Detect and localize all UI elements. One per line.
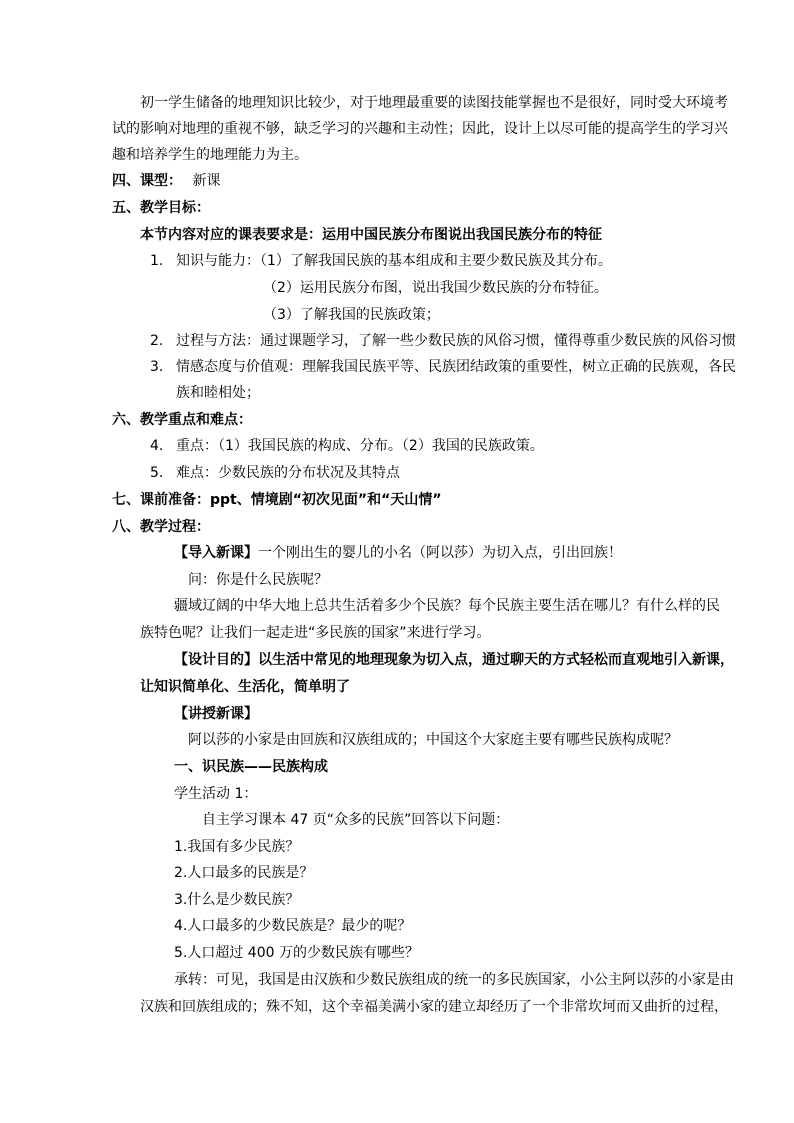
intro-para-line-2: 族特色呢？让我们一起走进“多民族的国家”来进行学习。 [140, 625, 491, 641]
import-line [174, 544, 622, 562]
lecture-label: 【讲授新课】 [174, 706, 258, 722]
goal-1-text: （1）了解我国民族的基本组成和主要少数民族及其分布。 [260, 253, 612, 269]
intro-line-3: 趣和培养学生的地理能力为主。 [112, 147, 308, 163]
goal-1-sub-2: （2）运用民族分布图，说出我国少数民族的分布特征。 [263, 280, 608, 296]
question-item: 2.人口最多的民族是？ [174, 865, 314, 881]
transition-line-2: 汉族和回族组成的；殊不知，这个幸福美满小家的建立却经历了一个非常坎坷而又曲折的过程， [140, 999, 728, 1015]
section-4-value: 新课 [192, 173, 221, 189]
goal-3-continuation: 族和睦相处； [176, 385, 260, 401]
key-point-text: 重点：（1）我国民族的构成、分布。（2）我国的民族政策。 [176, 438, 544, 454]
design-purpose-line-1: 【设计目的】以生活中常见的地理现象为切入点，通过聊天的方式轻松而直观地引入新课， [174, 652, 734, 668]
section-5-heading: 五、教学目标： [112, 200, 210, 216]
difficulty-text: 难点：少数民族的分布状况及其特点 [176, 465, 400, 481]
curriculum-standard: 本节内容对应的课表要求是：运用中国民族分布图说出我国民族分布的特征 [140, 227, 602, 243]
transition-line-1: 承转：可见，我国是由汉族和少数民族组成的统一的多民族国家，小公主阿以莎的小家是由 [174, 972, 734, 988]
goal-1-sub-3: （3）了解我国的民族政策； [263, 307, 440, 323]
section-6-heading: 六、教学重点和难点： [112, 412, 252, 428]
self-study-task: 自主学习课本 47 页“众多的民族”回答以下问题： [202, 812, 510, 828]
import-label: 【导入新课】 [174, 545, 258, 561]
difficulty-line [150, 464, 400, 482]
question-item: 5.人口超过 400 万的少数民族有哪些？ [174, 945, 419, 961]
goal-1-line [150, 252, 612, 270]
question-item: 4.人口最多的少数民族是？最少的呢？ [174, 918, 412, 934]
goal-3-number: 3. [150, 359, 164, 375]
section-8-heading: 八、教学过程： [112, 519, 210, 535]
import-text: 一个刚出生的婴儿的小名（阿以莎）为切入点，引出回族！ [258, 545, 622, 561]
design-purpose-line-2: 让知识简单化、生活化，简单明了 [140, 679, 350, 695]
goal-1-label: 知识与能力： [176, 253, 260, 269]
key-point-line [150, 437, 544, 455]
lecture-text: 阿以莎的小家是由回族和汉族组成的；中国这个大家庭主要有哪些民族构成呢？ [188, 732, 678, 748]
section-4-line [112, 172, 220, 190]
goal-3-line [150, 358, 736, 376]
sub-heading-ethnic-composition: 一、识民族——民族构成 [174, 759, 328, 775]
section-7-line: 七、课前准备：ppt、情境剧“初次见面”和“天山情” [112, 492, 442, 508]
goal-2-number: 2. [150, 333, 164, 349]
intro-line-1: 初一学生储备的地理知识比较少，对于地理最重要的读图技能掌握也不是很好，同时受大环境考 [140, 95, 728, 111]
goal-3-text: 情感态度与价值观：理解我国民族平等、民族团结政策的重要性，树立正确的民族观，各民 [176, 359, 736, 375]
intro-line-2: 试的影响对地理的重视不够，缺乏学习的兴趣和主动性；因此，设计上以尽可能的提高学生的学习兴 [112, 121, 728, 137]
section-4-heading: 四、课型： [112, 173, 182, 189]
question-item: 1.我国有多少民族？ [174, 839, 300, 855]
goal-1-number: 1. [150, 253, 164, 269]
question-item: 3.什么是少数民族？ [174, 892, 300, 908]
key-point-number: 4. [150, 438, 164, 454]
question-line: 问：你是什么民族呢？ [188, 572, 328, 588]
intro-para-line-1: 疆域辽阔的中华大地上总共生活着多少个民族？每个民族主要生活在哪儿？有什么样的民 [174, 598, 720, 614]
difficulty-number: 5. [150, 465, 164, 481]
student-activity-label: 学生活动 1： [174, 786, 258, 802]
goal-2-line [150, 332, 736, 350]
goal-2-text: 过程与方法：通过课题学习，了解一些少数民族的风俗习惯，懂得尊重少数民族的风俗习惯 [176, 333, 736, 349]
